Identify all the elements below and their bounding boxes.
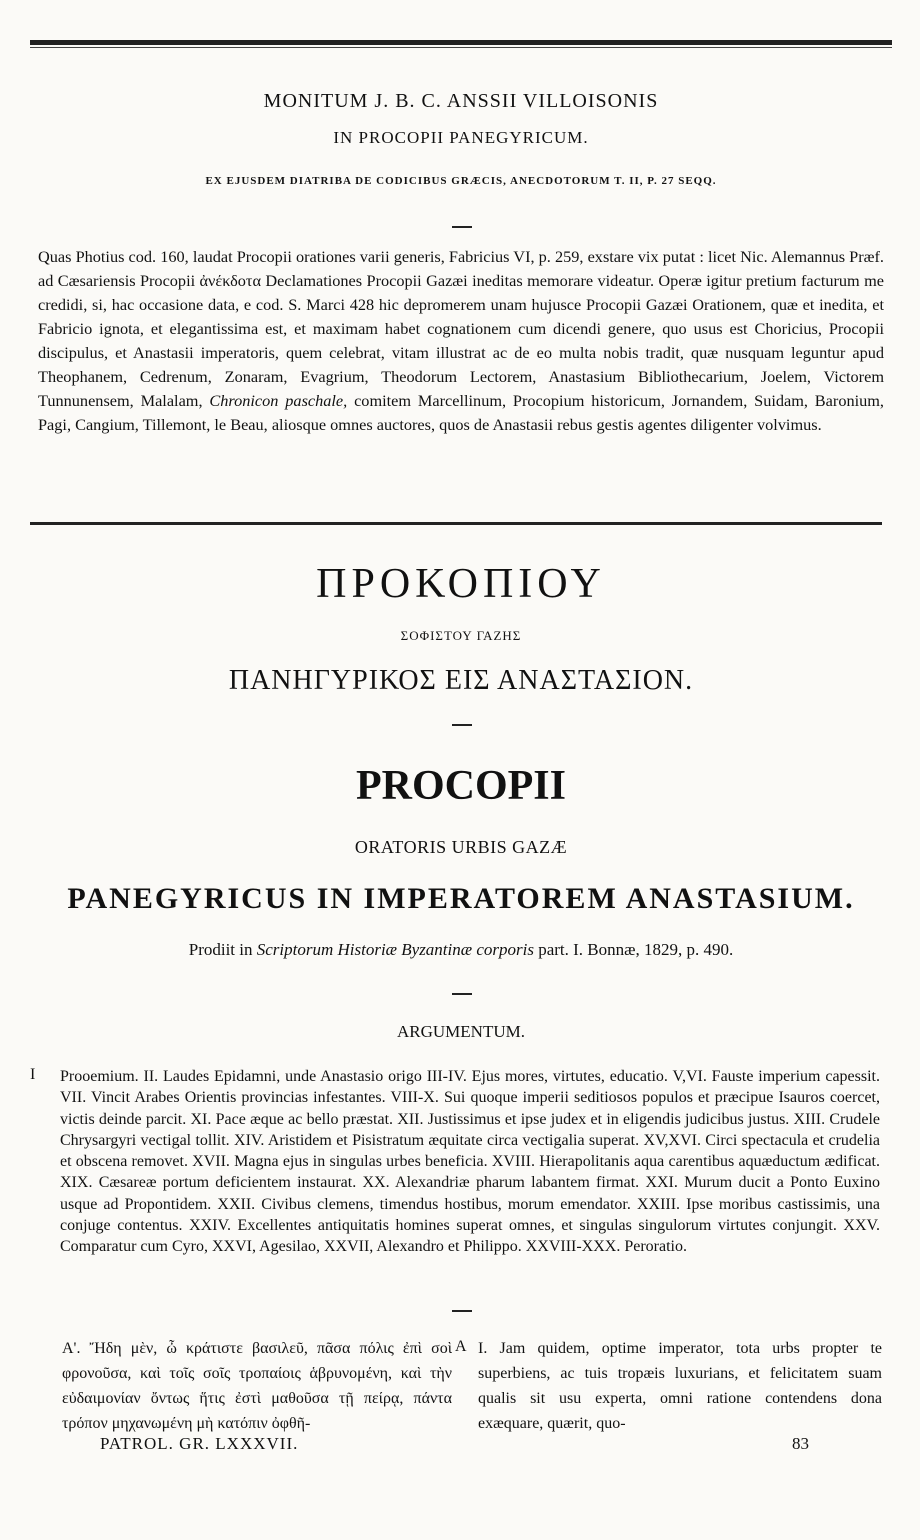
monitum-title: MONITUM J. B. C. ANSSII VILLOISONIS	[263, 90, 659, 112]
greek-work-title: ΠΑΝΗΓΥΡΙΚΟΣ ΕΙΣ ΑΝΑΣΤΑΣΙΟΝ.	[228, 665, 694, 696]
edition-note-1: Prodiit in	[188, 940, 257, 959]
edition-note	[30, 940, 892, 960]
top-rule	[30, 40, 892, 45]
section-rule	[30, 522, 882, 525]
latin-work-title: PANEGYRICUS IN IMPERATOREM ANASTASIUM.	[67, 882, 855, 915]
divider-dash	[452, 993, 472, 995]
monitum-source: EX EJUSDEM DIATRIBA DE CODICIBUS GRÆCIS, ANECDOTORUM T. II, P. 27 SEQQ.	[205, 175, 717, 187]
argumentum-text: Prooemium. II. Laudes Epidamni, unde Anastasio origo III-IV. Ejus mores, virtutes, educatio. V,VI. Fauste imperium capessit. VII. Vincit Arabes Orientis provincias infestantes. VIII-X. Sui quoque imperii seditiosos populos et præcipue Isauros coercet, victis deinde parcit. XI. Pace æque ac bello præstat. XII. Justissimus et ipse judex et in eligendis judicibus justus. XIII. Crudele Chrysargyri vectigal tollit. XIV. Aristidem et Pisistratum æquitate circa vectigalia superat. XV,XVI. Circi spectacula et crudelia et obscena removet. XVII. Magna ejus in singulas urbes beneficia. XVIII. Hierapolitanis aqua carentibus aquæductum ædificat. XIX. Cæsareæ portum deficientem instaurat. XX. Alexandriæ pharum labantem firmat. XXI. Murum ducit a Ponto Euxino usque ad Propontidem. XXII. Civibus clemens, timendus hostibus, morum emendator. XXIII. Ipse moribus castissimis, una conjuge contentus. XXIV. Excellentes antiquitatis homines superat omnes, et singulas singulorum virtutes conjungit. XXV. Comparatur cum Cyro, XXVI, Agesilao, XXVII, Alexandro et Philippo. XXVIII-XXX. Peroratio.	[60, 1068, 880, 1256]
argumentum-heading: ARGUMENTUM.	[397, 1022, 525, 1041]
monitum-text-2: comitem Marcellinum, Procopium historicum, Jornandem, Suidam, Baronium, Pagi, Cangium, Tillemont, le Beau, aliosque omnes auctores, quos de Anastasii rebus gestis agentes diligenter volvimus.	[38, 391, 884, 434]
column-marker: A	[455, 1338, 467, 1355]
footer-series: PATROL. GR. LXXXVII.	[100, 1434, 299, 1453]
greek-column: Α'. Ἤδη μὲν, ὦ κράτιστε βασιλεῦ, πᾶσα πόλις ἐπὶ σοὶ φρονοῦσα, καὶ τοῖς σοῖς τροπαίοις ἁβρυνομένη, καὶ τὴν εὐδαιμονίαν ὄντως ἥτις ἐστὶ μαθοῦσα τῇ πείρᾳ, πάντα τρόπον μηχανωμένη μὴ κατόπιν ὀφθῆ-	[62, 1340, 452, 1432]
top-rule-thin	[30, 47, 892, 48]
page-number: 83	[792, 1434, 809, 1453]
edition-note-italic: Scriptorum Historiæ Byzantinæ corporis	[256, 940, 534, 959]
latin-title: PROCOPII	[356, 763, 566, 809]
argumentum-number: I	[30, 1066, 36, 1083]
divider-dash	[452, 724, 472, 726]
monitum-paragraph	[38, 245, 884, 437]
monitum-subtitle: IN PROCOPII PANEGYRICUM.	[333, 128, 589, 147]
monitum-text-1: Quas Photius cod. 160, laudat Procopii orationes varii generis, Fabricius VI, p. 259, exstare vix putat : licet Nic. Alemannus Præf. ad Cæsariensis Procopii ἀνέκδοτα Declamationes Procopii Gazæi ineditas memorare videatur. Operæ igitur pretium facturum me credidi, si, hac occasione data, e cod. S. Marci 428 hic depromerem unam hujusce Procopii Gazæi Orationem, quæ et inedita, et Fabricio ignota, et elegantissima est, et maximam habet cognationem cum dicendi genere, quo usus est Choricius, Procopii discipulus, et Anastasii imperatoris, quem celebrat, vitam illustrat ac de eo multa nobis tradit, quæ nusquam leguntur apud Theophanem, Cedrenum, Zonaram, Evagrium, Theodorum Lectorem, Anastasium Bibliothecarium, Joelem, Victorem Tunnunensem, Malalam,	[38, 247, 884, 410]
divider-dash	[452, 1310, 472, 1312]
greek-subtitle: ΣΟΦΙΣΤΟΥ ΓΑΖΗΣ	[400, 628, 522, 643]
divider-dash	[452, 226, 472, 228]
edition-note-2: part. I. Bonnæ, 1829, p. 490.	[533, 940, 734, 959]
latin-column: I. Jam quidem, optime imperator, tota urbs propter te superbiens, ac tuis tropæis luxurians, et felicitatem suam qualis sit usu experta, omni ratione contendens dona exæquare, quærit, quo-	[478, 1340, 882, 1432]
monitum-text-italic: Chronicon paschale,	[209, 391, 348, 410]
greek-title: ΠΡΟΚΟΠΙΟΥ	[316, 561, 606, 607]
latin-subtitle: ORATORIS URBIS GAZÆ	[354, 837, 568, 857]
